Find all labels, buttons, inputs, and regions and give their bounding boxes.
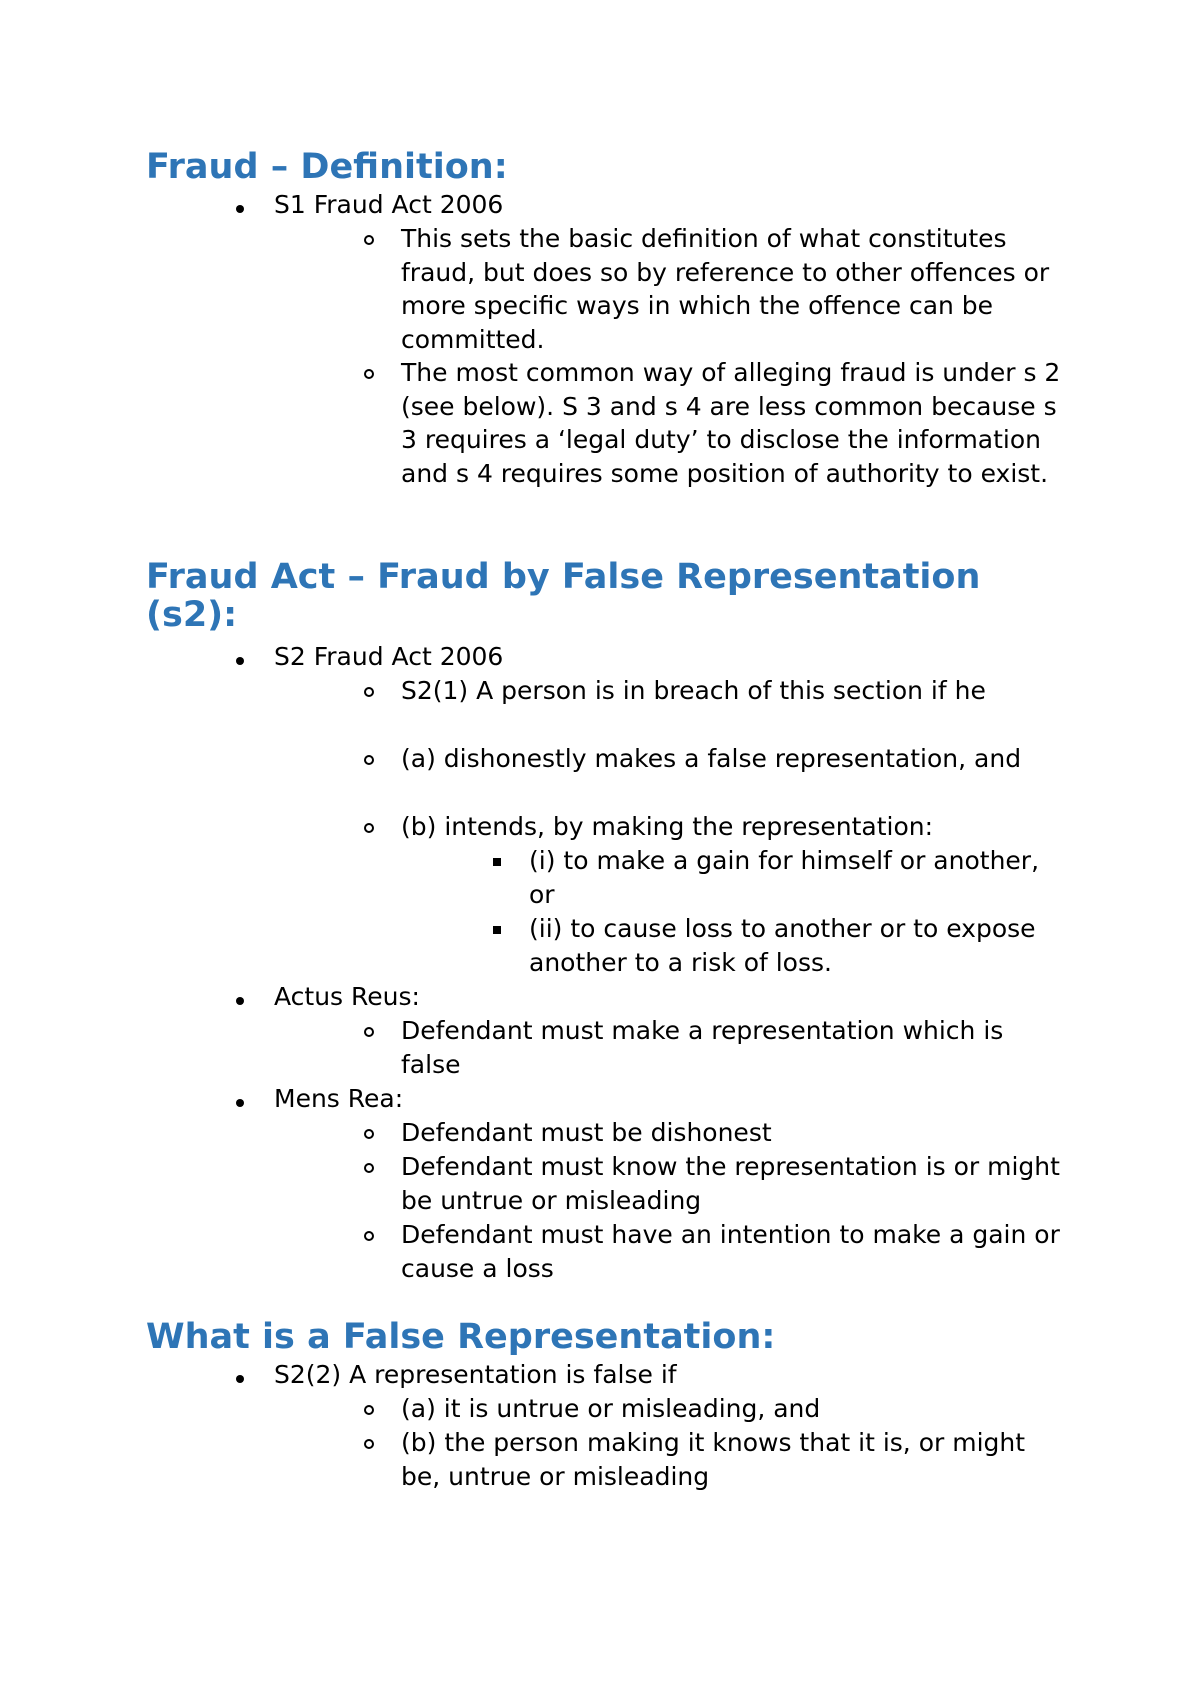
square-bullet-icon [493, 912, 501, 946]
circle-bullet-icon [364, 1218, 374, 1252]
square-bullet-icon [493, 844, 501, 878]
list-item: S1 Fraud Act 2006 [274, 190, 504, 219]
bullet-icon [236, 980, 244, 1014]
circle-bullet-icon [364, 1426, 374, 1460]
section-heading-what-is-false-representation: What is a False Representation: [146, 1317, 776, 1357]
list-item: S2(2) A representation is false if [274, 1360, 677, 1389]
circle-bullet-icon [364, 1392, 374, 1426]
list-item: Defendant must make a representation which is false [401, 1016, 1004, 1079]
list-item: Mens Rea: [274, 1084, 404, 1113]
list-item: Defendant must be dishonest [401, 1118, 772, 1147]
list-item: (a) dishonestly makes a false representation, and [401, 744, 1022, 773]
section-heading-false-representation: Fraud Act – Fraud by False Representation (s2): [146, 557, 981, 635]
circle-bullet-icon [364, 1150, 374, 1184]
circle-bullet-icon [364, 1014, 374, 1048]
list-item: Defendant must know the representation is or might be untrue or misleading [401, 1152, 1060, 1215]
list-item: The most common way of alleging fraud is under s 2 (see below). S 3 and s 4 are less common because s 3 requires a ‘legal duty’ to disclose the information and s 4 requires some position of authority to exist. [401, 358, 1061, 488]
list-item: (b) the person making it knows that it is, or might be, untrue or misleading [401, 1428, 1026, 1491]
bullet-icon [236, 1082, 244, 1116]
list-item: (i) to make a gain for himself or another, or [529, 846, 1040, 909]
list-item: Actus Reus: [274, 982, 420, 1011]
circle-bullet-icon [364, 742, 374, 776]
list-item: This sets the basic definition of what constitutes fraud, but does so by reference to other offences or more specific ways in which the offence can be committed. [401, 224, 1050, 354]
bullet-icon [236, 1358, 244, 1392]
list-item: Defendant must have an intention to make a gain or cause a loss [401, 1220, 1060, 1283]
list-item: (ii) to cause loss to another or to expose another to a risk of loss. [529, 914, 1036, 977]
circle-bullet-icon [364, 356, 374, 390]
circle-bullet-icon [364, 810, 374, 844]
bullet-icon [236, 188, 244, 222]
list-item: (b) intends, by making the representation: [401, 812, 934, 841]
bullet-icon [236, 640, 244, 674]
section-heading-fraud-definition: Fraud – Definition: [146, 147, 508, 187]
list-item: S2(1) A person is in breach of this section if he [401, 676, 986, 705]
circle-bullet-icon [364, 1116, 374, 1150]
list-item: S2 Fraud Act 2006 [274, 642, 504, 671]
circle-bullet-icon [364, 674, 374, 708]
list-item: (a) it is untrue or misleading, and [401, 1394, 821, 1423]
circle-bullet-icon [364, 222, 374, 256]
